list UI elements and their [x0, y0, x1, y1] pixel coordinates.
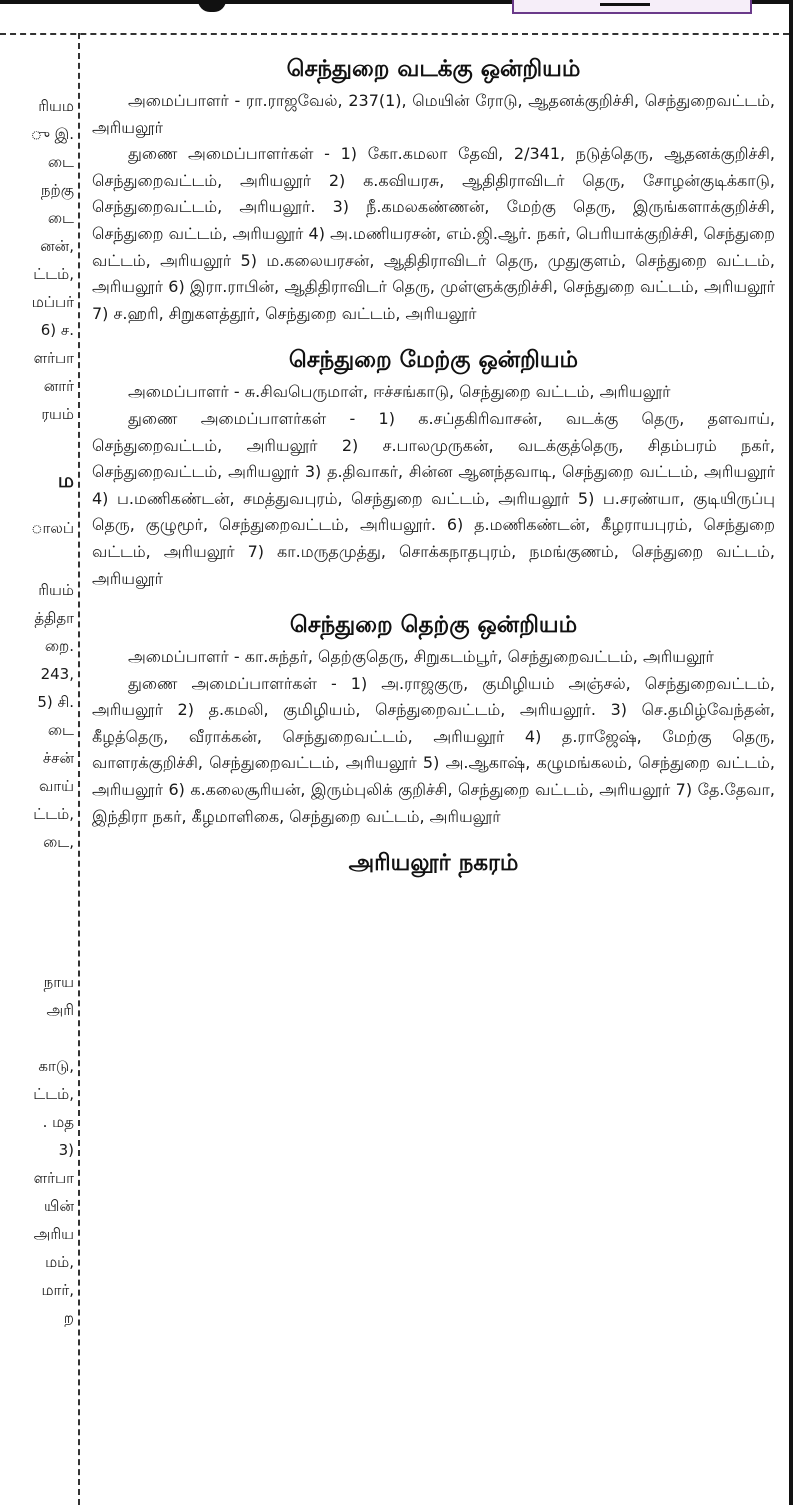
- left-fragment: ரயம்: [41, 405, 74, 423]
- top-strip: [0, 0, 800, 14]
- section-south: [92, 608, 775, 830]
- left-fragment-heading: ம: [57, 468, 74, 492]
- left-fragment: ச்சன்: [42, 749, 74, 767]
- organizer-paragraph: அமைப்பாளர் - கா.சுந்தர், தெற்குதெரு, சிறுகடம்பூர், செந்துறைவட்டம், அரியலூர்: [128, 647, 714, 667]
- left-fragment: டை: [47, 721, 74, 739]
- left-fragment: நற்கு: [40, 181, 74, 199]
- left-fragment: அரிய: [33, 1225, 74, 1243]
- left-fragment: 6) ச.: [40, 321, 74, 339]
- left-fragment: னன்,: [40, 237, 74, 255]
- left-fragment: 243,: [40, 665, 74, 683]
- header-box: [512, 0, 752, 14]
- left-fragment: றை.: [44, 637, 74, 655]
- organizer-paragraph: அமைப்பாளர் - சு.சிவபெருமாள், ஈச்சங்காடு, செந்துறை வட்டம், அரியலூர்: [128, 382, 671, 402]
- left-fragment: மப்பர்: [31, 293, 74, 311]
- top-dashed-separator: [0, 33, 789, 35]
- section-title: செந்துறை மேற்கு ஒன்றியம்: [288, 347, 579, 374]
- left-fragment: . மத: [42, 1113, 74, 1131]
- left-fragment: காடு,: [38, 1057, 74, 1075]
- left-fragment: டை: [47, 153, 74, 171]
- left-fragment: ளர்பா: [33, 349, 74, 367]
- section-title: செந்துறை தெற்கு ஒன்றியம்: [289, 612, 578, 639]
- organizer-paragraph: அமைப்பாளர் - ரா.ராஜவேல், 237(1), மெயின் ரோடு, ஆதனக்குறிச்சி, செந்துறைவட்டம், அரியலூர்: [92, 91, 775, 137]
- left-fragment: நாய: [43, 973, 74, 991]
- left-fragment: மம்,: [45, 1253, 74, 1271]
- left-fragment: யின்: [44, 1197, 74, 1215]
- section-west: [92, 343, 775, 592]
- left-fragment: 5) சி.: [37, 693, 74, 711]
- deputies-paragraph: துணை அமைப்பாளர்கள் - 1) கோ.கமலா தேவி, 2/341, நடுத்தெரு, ஆதனக்குறிச்சி, செந்துறைவட்டம், அரியலூர் 2) க.கவியரசு, ஆதிதிராவிடர் தெரு, சோழன்குடிக்காடு, செந்துறைவட்டம், அரியலூர். 3) நீ.கமலகண்ணன், மேற்கு தெரு, இருங்களாக்குறிச்சி, செந்துறை வட்டம், அரியலூர் 4) அ.மணியரசன், எம்.ஜி.ஆர். நகர், பெரியாக்குறிச்சி, செந்துறை வட்டம், அரியலூர் 5) ம.கலையரசன், ஆதிதிராவிடர் தெரு, முதுகுளம், செந்துறை வட்டம், அரியலூர் 6) இரா.ராபின், ஆதிதிராவிடர் தெரு, முள்ளுக்குறிச்சி, செந்துறை வட்டம், அரியலூர் 7) ச.ஹரி, சிறுகளத்தூர், செந்துறை வட்டம், அரியலூர்: [92, 144, 775, 323]
- main-column: [92, 52, 775, 882]
- left-fragment: னார்: [43, 377, 74, 395]
- section-title: செந்துறை வடக்கு ஒன்றியம்: [286, 56, 581, 82]
- left-fragment: ட்டம்,: [33, 265, 74, 283]
- masthead-fragment: [198, 0, 226, 12]
- ariyalur-town-heading: அரியலூர் நகரம்: [348, 850, 519, 877]
- left-fragment: ரியம்: [38, 581, 74, 599]
- left-fragment: மார்,: [41, 1281, 74, 1299]
- left-fragment: டை,: [43, 833, 74, 851]
- left-fragment: ட்டம்,: [33, 1085, 74, 1103]
- left-fragment: ரியம: [38, 97, 74, 115]
- left-fragment: ாலப்: [31, 519, 74, 537]
- left-fragment: 3): [58, 1141, 74, 1159]
- left-fragment: டை: [47, 209, 74, 227]
- left-fragment: ளர்பா: [33, 1169, 74, 1187]
- left-fragment: ற: [63, 1309, 74, 1327]
- left-fragment: ட்டம்,: [33, 805, 74, 823]
- left-column-fragment: [0, 0, 76, 1505]
- left-fragment: ு இ.: [30, 125, 74, 143]
- deputies-paragraph: துணை அமைப்பாளர்கள் - 1) க.சப்தகிரிவாசன், வடக்கு தெரு, தளவாய், செந்துறைவட்டம், அரியலூர் 2) ச.பாலமுருகன், வடக்குத்தெரு, சிதம்பரம் நகர், செந்துறைவட்டம், அரியலூர் 3) த.திவாகர், சின்ன ஆனந்தவாடி, செந்துறை வட்டம், அரியலூர் 4) ப.மணிகண்டன், சமத்துவபுரம், செந்துறை வட்டம், அரியலூர் 5) ப.சரண்யா, குடியிருப்பு தெரு, குழுமூர், செந்துறைவட்டம், அரியலூர். 6) த.மணிகண்டன், கீழராயபுரம், செந்துறை வட்டம், அரியலூர் 7) கா.மருதமுத்து, சொக்கநாதபுரம், நமங்குணம், செந்துறை வட்டம், அரியலூர்: [92, 408, 775, 588]
- section-north: [92, 52, 775, 327]
- right-border: [789, 0, 793, 1505]
- column-dashed-separator: [78, 33, 80, 1505]
- left-fragment: அரி: [46, 1001, 74, 1019]
- left-fragment: த்திதா: [34, 609, 74, 627]
- left-fragment: வாய்: [38, 777, 74, 795]
- deputies-paragraph: துணை அமைப்பாளர்கள் - 1) அ.ராஜகுரு, குமிழியம் அஞ்சல், செந்துறைவட்டம், அரியலூர் 2) த.கமலி, குமிழியம், செந்துறைவட்டம், அரியலூர். 3) செ.தமிழ்வேந்தன், கீழத்தெரு, வீராக்கன், செந்துறைவட்டம், அரியலூர் 4) த.ராஜேஷ், மேற்கு தெரு, வாளரக்குறிச்சி, செந்துறைவட்டம், அரியலூர் 5) அ.ஆகாஷ், கழுமங்கலம், செந்துறை வட்டம், அரியலூர் 6) க.கலைசூரியன், இரும்புலிக் குறிச்சி, செந்துறை வட்டம், அரியலூர் 7) தே.தேவா, இந்திரா நகர், கீழமாளிகை, செந்துறை வட்டம், அரியலூர்: [92, 673, 775, 826]
